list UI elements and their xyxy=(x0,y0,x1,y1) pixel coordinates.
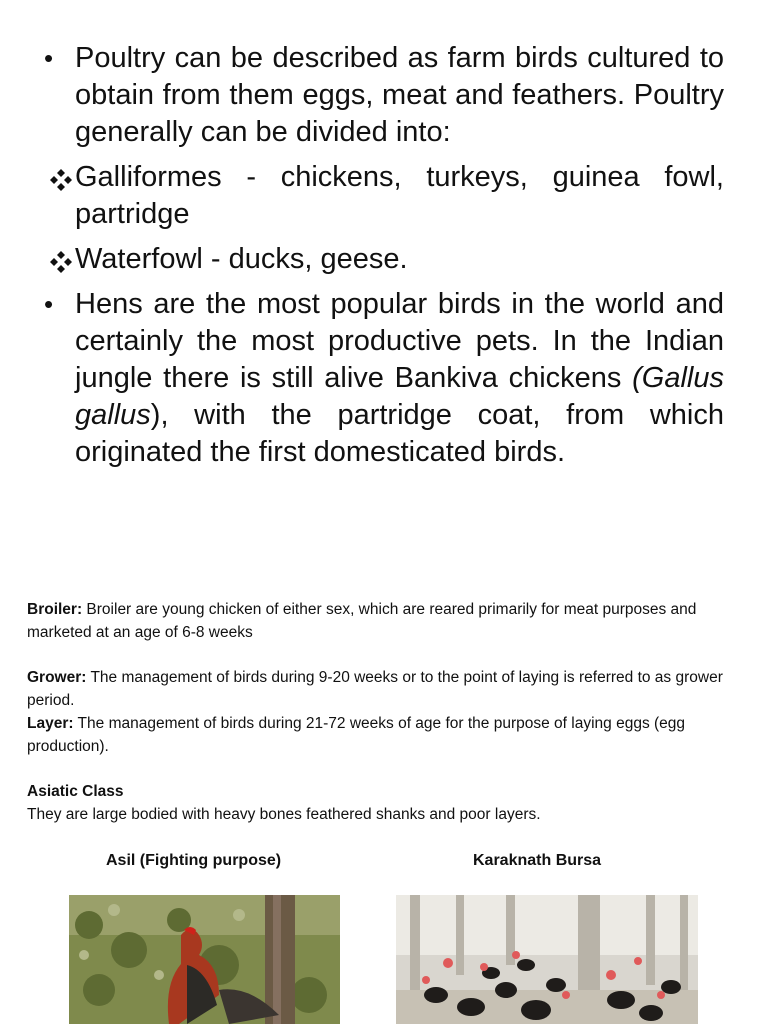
karaknath-caption: Karaknath Bursa xyxy=(473,852,602,869)
layer-definition xyxy=(27,712,739,758)
asiatic-class-text: They are large bodied with heavy bones feathered shanks and poor layers. xyxy=(27,806,541,823)
four-diamond-bullet-icon xyxy=(48,251,74,273)
term-label: Broiler: xyxy=(27,601,83,618)
definitions-section xyxy=(27,598,739,826)
grower-definition xyxy=(27,666,739,712)
diamond-item-waterfowl xyxy=(44,241,724,278)
term-text: The management of birds during 9-20 weeks or to the point of laying is referred to as grower period. xyxy=(27,669,723,709)
karaknath-bursa-photo xyxy=(396,895,698,1024)
term-text: Broiler are young chicken of either sex, which are reared primarily for meat purposes and marketed at an age of 6-8 weeks xyxy=(27,601,697,641)
asiatic-class-heading: Asiatic Class xyxy=(27,783,124,800)
bullet-dot-icon: • xyxy=(44,43,54,73)
broiler-definition xyxy=(27,598,739,644)
bullet-text-part: ), with the partridge coat, from which originated the first domesticated birds. xyxy=(75,399,724,468)
bullet-text-part: Hens are the most popular birds in the world and certainly the most productive pets. In the Indian jungle there is still alive Bankiva chickens xyxy=(75,288,724,394)
bullet-text: Poultry can be described as farm birds cultured to obtain from them eggs, meat and feathers. Poultry generally can be divided into: xyxy=(75,42,724,148)
term-label: Grower: xyxy=(27,669,87,686)
bullet-hens xyxy=(44,286,724,471)
bullet-dot-icon: • xyxy=(44,289,54,319)
four-diamond-bullet-icon xyxy=(48,169,74,191)
diamond-item-galliformes xyxy=(44,159,724,233)
asil-caption: Asil (Fighting purpose) xyxy=(106,852,282,869)
diamond-item-text: Galliformes - chickens, turkeys, guinea fowl, partridge xyxy=(75,161,724,230)
asil-rooster-photo xyxy=(69,895,340,1024)
diamond-item-text: Waterfowl - ducks, geese. xyxy=(75,243,408,275)
term-text: The management of birds during 21-72 weeks of age for the purpose of laying eggs (egg production). xyxy=(27,715,686,755)
scientific-name: (Gallus gallus xyxy=(75,362,724,431)
term-label: Layer: xyxy=(27,715,74,732)
bullet-poultry-definition xyxy=(44,40,724,151)
